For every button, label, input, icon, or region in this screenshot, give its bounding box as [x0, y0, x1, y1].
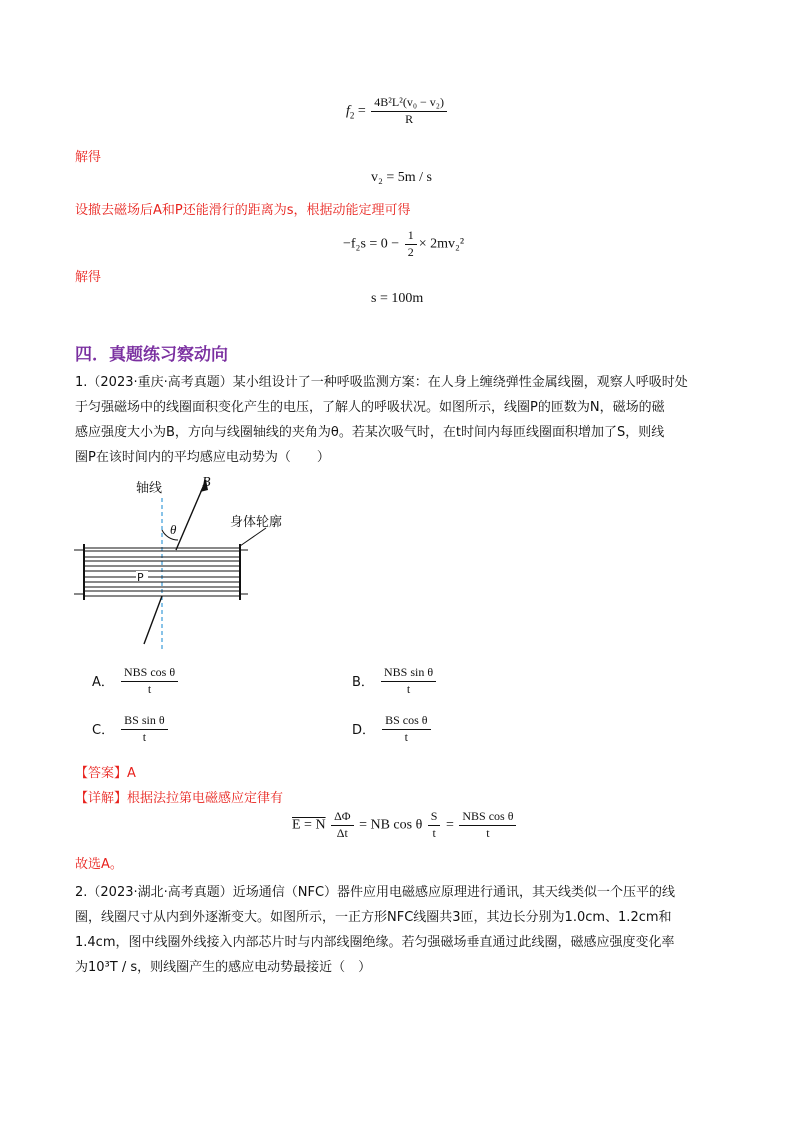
option-c[interactable]: C． $\frac{\text{BS sin θ}}{t}$	[92, 714, 170, 745]
f2-numerator: 4B²L²(v₀ − v₂)	[371, 96, 447, 112]
q1-detail: 【详解】根据法拉第电磁感应定律有	[75, 791, 284, 806]
emf-equation: E = N $\frac{\Delta\Phi}{\Delta t}$ = NB cos θ $\frac{S}{t}$ = $\frac{\text{NBS cos θ}}{t}$	[292, 810, 518, 841]
f2-formula: $f_2$ = $\frac{\text{4B²L²(v₀ − v₂)}}{R}$	[346, 96, 449, 127]
coil-label: P	[137, 571, 144, 584]
q1-stem: 1.（2023·重庆·高考真题）某小组设计了一种呼吸监测方案：在人身上缠绕弹性金属线圈，观察人呼吸时处 于匀强磁场中的线圈面积变化产生的电压，了解人的呼吸状况。如图所示，线圈P的匝数为N，磁场的磁 感应强度大小为B，方向与线圈轴线的夹角为θ。若某次吸气时，在t时间内每匝线圈面积增加了S，则线 圈P在该时间内的平均感应电动势为（ ）	[75, 375, 688, 465]
q1-choose: 故选A。	[75, 857, 123, 872]
option-b[interactable]: B． $\frac{\text{NBS sin θ}}{t}$	[352, 666, 438, 697]
setup-line: 设撤去磁场后A和P还能滑行的距离为s，根据动能定理可得	[75, 203, 411, 218]
theta-label: θ	[170, 522, 177, 537]
body-label: 身体轮廓	[230, 515, 283, 530]
jiede-1: 解得	[75, 150, 102, 165]
option-a[interactable]: A． $\frac{\text{NBS cos θ}}{t}$	[92, 666, 180, 697]
coil-figure	[70, 470, 310, 660]
option-d[interactable]: D． $\frac{\text{BS cos θ}}{t}$	[352, 714, 433, 745]
energy-equation: −f₂s = 0 − $\frac{1}{2}$ × 2mv₂²	[343, 228, 465, 259]
axis-label: 轴线	[136, 481, 163, 496]
s-result: s = 100m	[371, 291, 424, 306]
q2-stem: 2.（2023·湖北·高考真题）近场通信（NFC）器件应用电磁感应原理进行通讯，其天线类似一个压平的线 圈，线圈尺寸从内到外逐渐变大。如图所示，一正方形NFC线圈共3匝，其边长分别为1.0cm、1.2cm和 1.4cm，图中线圈外线接入内部芯片时与内部线圈绝缘。若匀强磁场垂直通过此线圈，磁感应强度变化率 为10³T / s，则线圈产生的感应电动势最接近（ ）	[75, 885, 676, 975]
b-label: B	[202, 475, 211, 490]
f2-denominator: R	[405, 111, 414, 126]
jiede-2: 解得	[75, 270, 102, 285]
b-line-lower	[144, 596, 162, 644]
body-leader	[240, 528, 266, 546]
v2-result: v₂ = 5m / s	[371, 170, 433, 185]
q1-answer: 【答案】A	[75, 766, 136, 781]
section-title: 四．真题练习察动向	[75, 345, 228, 365]
